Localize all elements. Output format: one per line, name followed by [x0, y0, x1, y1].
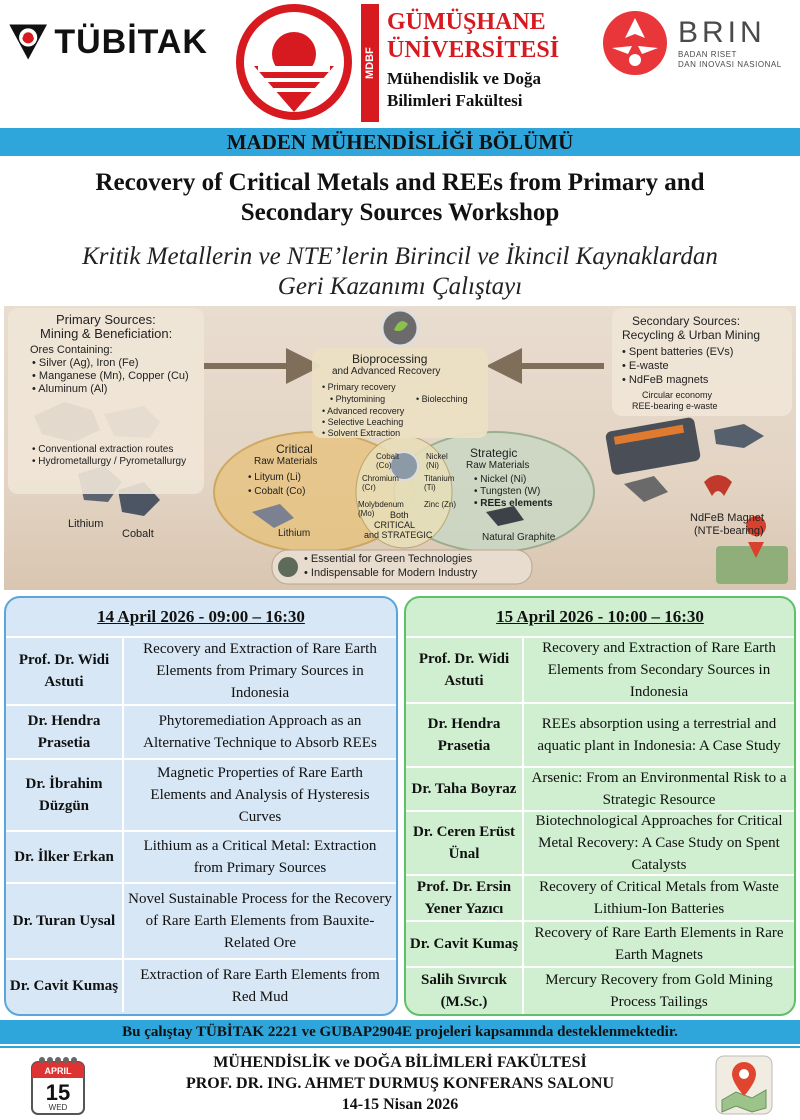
talk-title: Magnetic Properties of Rare Earth Elements and Analysis of Hysteresis Curves: [150, 765, 370, 825]
speaker-name: Dr. Turan Uysal: [6, 884, 124, 958]
circular-line2: REE-bearing e-waste: [632, 401, 718, 411]
essential-line2: • Indispensable for Modern Industry: [304, 567, 478, 579]
talk-title: Lithium as a Critical Metal: Extraction from Primary Sources: [143, 838, 377, 876]
secondary-item: • NdFeB magnets: [622, 374, 709, 386]
lithium-label: Lithium: [68, 518, 104, 530]
speaker-name: Dr. Hendra Prasetia: [406, 704, 524, 766]
talk-title: Mercury Recovery from Gold Mining Process Tailings: [545, 972, 773, 1010]
circular-line1: Circular economy: [642, 390, 713, 400]
speaker-name: Dr. Ceren Erüst Ünal: [406, 812, 524, 874]
bio-item: • Phytomining: [330, 394, 386, 404]
talk-title: Recovery of Rare Earth Elements in Rare Earth Magnets: [534, 925, 784, 963]
strategic-item: • Tungsten (W): [474, 486, 541, 497]
essential-line1: • Essential for Green Technologies: [304, 553, 473, 565]
calendar-month: APRIL: [44, 1066, 72, 1076]
speaker-name: Prof. Dr. Ersin Yener Yazıcı: [406, 876, 524, 920]
critical-title2: Raw Materials: [254, 456, 318, 467]
brin-name: BRIN: [678, 16, 766, 49]
talk-title: Novel Sustainable Process for the Recovery of Rare Earth Elements from Bauxite-Related Ore: [128, 891, 392, 951]
footer-line1: MÜHENDİSLİK ve DOĞA BİLİMLERİ FAKÜLTESİ: [213, 1054, 587, 1071]
secondary-item: • Spent batteries (EVs): [622, 346, 734, 358]
ores-item: • Aluminum (Al): [32, 383, 108, 395]
critical-item: • Lityum (Li): [248, 472, 301, 483]
brin-emblem-icon: [600, 8, 670, 78]
faculty-abbreviation: MDBF: [361, 4, 379, 122]
primary-title2: Mining & Beneficiation:: [40, 326, 173, 341]
workshop-title-english: [20, 168, 780, 228]
table-row: [6, 882, 396, 958]
ores-item: • Manganese (Mn), Copper (Cu): [32, 370, 189, 382]
ores-heading: Ores Containing:: [30, 344, 113, 356]
table-row: [6, 636, 396, 704]
strategic-title1: Strategic: [470, 446, 518, 460]
footer-line2: PROF. DR. ING. AHMET DURMUŞ KONFERANS SALONU: [185, 1075, 615, 1092]
brin-sub2: DAN INOVASI NASIONAL: [678, 60, 782, 69]
natural-graphite-label: Natural Graphite: [482, 532, 556, 543]
brin-sub1: BADAN RISET: [678, 50, 737, 59]
both-zinc: Zinc (Zn): [424, 500, 456, 509]
calendar-icon: [30, 1054, 86, 1116]
speaker-name: Prof. Dr. Widi Astuti: [6, 638, 124, 704]
strategic-item: • Nickel (Ni): [474, 474, 527, 485]
map-pin-icon: [714, 1054, 774, 1116]
strategic-item: • REEs elements: [474, 498, 553, 509]
title-en-line2: Secondary Sources Workshop: [240, 199, 560, 226]
magnet-line1: NdFeB Magnet: [690, 512, 764, 524]
gumushane-university-logo: [232, 4, 570, 122]
talk-title: Recovery and Extraction of Rare Earth Elements from Primary Sources in Indonesia: [143, 641, 377, 701]
secondary-title1: Secondary Sources:: [632, 314, 741, 328]
table-row: [406, 874, 794, 920]
both-label1: Both: [390, 510, 409, 520]
day2-heading: 15 April 2026 - 10:00 – 16:30: [496, 607, 704, 626]
speaker-name: Dr. Taha Boyraz: [406, 768, 524, 810]
table-row: [406, 920, 794, 966]
routes-item: • Conventional extraction routes: [32, 444, 174, 455]
workshop-title-turkish: [20, 242, 780, 302]
bio-item: • Primary recovery: [322, 382, 396, 392]
secondary-item: • E-waste: [622, 360, 669, 372]
talk-title: Extraction of Rare Earth Elements from Red Mud: [140, 967, 380, 1005]
both-label2: CRITICAL: [374, 520, 416, 530]
bio-item: • Biolecching: [416, 394, 468, 404]
routes-item: • Hydrometallurgy / Pyrometallurgy: [32, 456, 187, 467]
table-row: [406, 810, 794, 874]
table-row: [6, 758, 396, 830]
day1-heading: 14 April 2026 - 09:00 – 16:30: [97, 607, 305, 626]
secondary-title2: Recycling & Urban Mining: [622, 328, 761, 342]
both-titanium: Titanium (Ti): [424, 474, 455, 492]
support-banner: Bu çalıştay TÜBİTAK 2221 ve GUBAP2904E projeleri kapsamında desteklenmektedir.: [0, 1020, 800, 1044]
tubitak-emblem-icon: [8, 13, 48, 71]
table-row: [6, 958, 396, 1012]
ores-item: • Silver (Ag), Iron (Fe): [32, 357, 139, 369]
infographic: [4, 306, 796, 590]
table-row: [406, 966, 794, 1014]
both-nickel: Nickel (Ni): [426, 452, 448, 470]
bio-item: • Advanced recovery: [322, 406, 405, 416]
speaker-name: Dr. İbrahim Düzgün: [6, 760, 124, 830]
faculty-name-line1: Mühendislik ve Doğa: [387, 69, 541, 88]
calendar-day: 15: [45, 1080, 71, 1105]
day1-schedule: [4, 596, 398, 1016]
critical-lithium-label: Lithium: [278, 528, 311, 539]
university-name-line1: GÜMÜŞHANE: [387, 9, 546, 35]
both-molybdenum: Molybdenum (Mo): [358, 500, 404, 518]
speaker-name: Dr. Cavit Kumaş: [6, 960, 124, 1012]
bio-title2: and Advanced Recovery: [332, 366, 441, 377]
university-name-line2: ÜNİVERSİTESİ: [387, 37, 560, 63]
both-cobalt: Cobalt (Co): [376, 452, 400, 470]
speaker-name: Salih Sıvırcık (M.Sc.): [406, 968, 524, 1014]
talk-title: REEs absorption using a terrestrial and aquatic plant in Indonesia: A Case Study: [537, 716, 781, 754]
header: [0, 0, 800, 124]
bio-item: • Solvent Extraction: [322, 428, 401, 438]
university-emblem-icon: [232, 4, 357, 122]
day2-schedule: [404, 596, 796, 1016]
table-row: [406, 636, 794, 702]
critical-title1: Critical: [276, 442, 313, 456]
faculty-name-line2: Bilimleri Fakültesi: [387, 91, 523, 110]
calendar-weekday: WED: [48, 1103, 68, 1112]
table-row: [6, 830, 396, 882]
table-row: [406, 702, 794, 766]
department-banner: MADEN MÜHENDİSLİĞİ BÖLÜMÜ: [0, 128, 800, 156]
cobalt-label: Cobalt: [122, 528, 154, 540]
title-tr-line2: Geri Kazanımı Çalıştayı: [277, 273, 523, 300]
tubitak-name: TÜBİTAK: [54, 22, 208, 61]
speaker-name: Dr. Hendra Prasetia: [6, 706, 124, 758]
talk-title: Recovery of Critical Metals from Waste Lithium-Ion Batteries: [539, 879, 779, 917]
primary-title1: Primary Sources:: [56, 312, 156, 327]
footer: [0, 1046, 800, 1120]
bio-item: • Selective Leaching: [322, 417, 404, 427]
brin-logo: [600, 8, 790, 78]
magnet-line2: (NTE-bearing): [694, 525, 764, 537]
title-en-line1: Recovery of Critical Metals and REEs from Primary and: [95, 169, 705, 196]
speaker-name: Dr. Cavit Kumaş: [406, 922, 524, 966]
table-row: [406, 766, 794, 810]
speaker-name: Dr. İlker Erkan: [6, 832, 124, 882]
tubitak-logo: [8, 12, 208, 72]
table-row: [6, 704, 396, 758]
talk-title: Recovery and Extraction of Rare Earth Elements from Secondary Sources in Indonesia: [542, 640, 776, 700]
bio-title1: Bioprocessing: [352, 352, 428, 366]
title-tr-line1: Kritik Metallerin ve NTE’lerin Birincil ve İkincil Kaynaklardan: [82, 243, 718, 270]
footer-line3: 14-15 Nisan 2026: [341, 1096, 459, 1113]
talk-title: Biotechnological Approaches for Critical Metal Recovery: A Case Study on Spent Catalysts: [535, 813, 783, 873]
speaker-name: Prof. Dr. Widi Astuti: [406, 638, 524, 702]
critical-item: • Cobalt (Co): [248, 486, 306, 497]
strategic-title2: Raw Materials: [466, 460, 530, 471]
both-chromium: Chromium (Cr): [362, 474, 399, 492]
both-label3: and STRATEGIC: [364, 530, 433, 540]
talk-title: Phytoremediation Approach as an Alternative Technique to Absorb REEs: [143, 713, 377, 751]
talk-title: Arsenic: From an Environmental Risk to a Strategic Resource: [531, 770, 787, 808]
